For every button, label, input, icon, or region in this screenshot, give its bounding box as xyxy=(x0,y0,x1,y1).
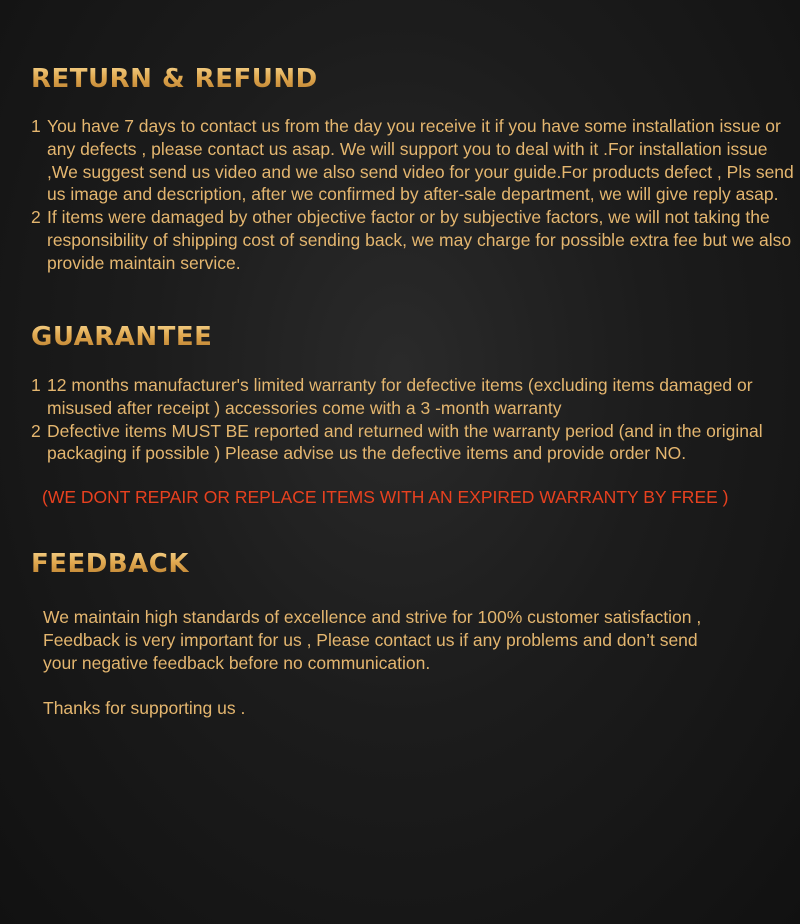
list-item-number: 2 xyxy=(31,420,41,441)
feedback-line: your negative feedback before no communication. xyxy=(43,652,431,673)
list-item-number: 1 xyxy=(31,116,41,136)
feedback-line: Feedback is very important for us , Please contact us if any problems and don’t send xyxy=(43,629,698,650)
guarantee-heading: GUARANTEE xyxy=(31,322,213,352)
list-item-text: Defective items MUST BE reported and returned with the warranty period (and in the original packaging if possible ) Please advise us the defective items and provide order NO. xyxy=(47,420,763,464)
feedback-paragraph xyxy=(43,606,783,674)
list-item-text: 12 months manufacturer's limited warranty for defective items (excluding items damaged or misused after receipt ) accessories come with a 3 -month warranty xyxy=(47,375,753,418)
feedback-heading: FEEDBACK xyxy=(31,549,190,579)
list-item-text: If items were damaged by other objective factor or by subjective factors, we will not taking the responsibility of shipping cost of sending back, we may charge for possible extra fee but we also provide maintain service. xyxy=(47,207,792,273)
return-refund-list xyxy=(31,115,796,275)
expired-warranty-warning: (WE DONT REPAIR OR REPLACE ITEMS WITH AN EXPIRED WARRANTY BY FREE ) xyxy=(42,487,729,507)
return-refund-item-1 xyxy=(31,115,796,206)
list-item-number: 1 xyxy=(31,375,41,395)
guarantee-list xyxy=(31,374,796,465)
list-item-number: 2 xyxy=(31,207,41,228)
thanks-text: Thanks for supporting us . xyxy=(43,698,246,718)
guarantee-item-2 xyxy=(31,420,796,466)
feedback-line: We maintain high standards of excellence and strive for 100% customer satisfaction , xyxy=(43,607,702,627)
list-item-text: You have 7 days to contact us from the day you receive it if you have some installation issue or any defects , please contact us asap. We will support you to deal with it .For installation issue ,We suggest send us video and we also send video for your guide.For products defect , Pls send us image and description, after we confirmed by after-sale department, we will give reply asap. xyxy=(47,116,794,205)
guarantee-item-1 xyxy=(31,374,796,420)
return-refund-item-2 xyxy=(31,206,796,274)
return-refund-heading: RETURN & REFUND xyxy=(31,64,318,94)
